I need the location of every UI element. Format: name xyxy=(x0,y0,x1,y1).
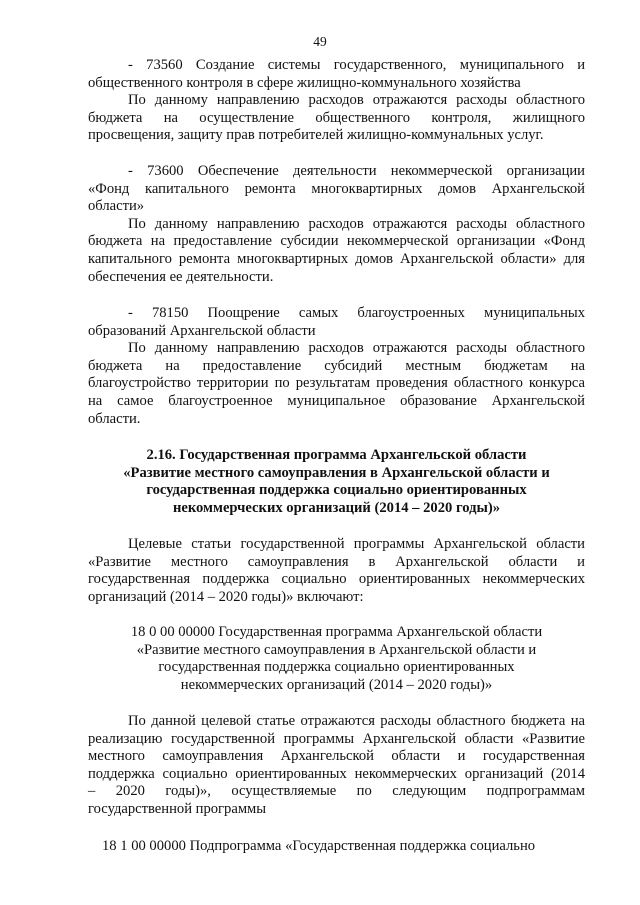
target-article-line: 18 0 00 00000 Государственная программа Архангельской области xyxy=(130,624,543,640)
section-heading-line: «Развитие местного самоуправления в Архангельской области и xyxy=(123,464,550,481)
intro-line: государственная поддержка социально ориентированных некоммерческих xyxy=(88,571,585,588)
page-number: 49 xyxy=(313,34,327,49)
item-heading-line: - 73600 Обеспечение деятельности некоммерческой организации xyxy=(128,163,585,179)
section-heading-line: некоммерческих организаций (2014 – 2020 годы)» xyxy=(172,499,501,516)
section-heading-line: государственная поддержка социально ориентированных xyxy=(146,482,527,499)
item-body-line: По данному направлению расходов отражаются расходы областного xyxy=(128,92,585,109)
item-heading-line: общественного контроля в сфере жилищно-коммунального хозяйства xyxy=(88,74,521,91)
expense-item-78150 xyxy=(88,305,585,428)
item-heading-line: образований Архангельской области xyxy=(88,322,316,339)
article-desc-line: – 2020 годы)», осуществляемые по следующим подпрограммам xyxy=(88,783,585,800)
item-body-line: просвещения, защиту прав потребителей жилищно-коммунальных услуг. xyxy=(88,127,544,144)
expense-item-73560 xyxy=(88,57,585,145)
article-desc-line: реализацию государственной программы Архангельской области «Развитие xyxy=(88,730,585,747)
item-body-line: капитального ремонта многоквартирных домов Архангельской области» для xyxy=(88,250,585,267)
item-body-line: бюджета на осуществление общественного контроля, жилищного xyxy=(88,109,585,126)
item-heading-line: области» xyxy=(88,198,145,215)
item-body-line: бюджета на предоставление субсидий местным бюджетам на xyxy=(88,357,585,374)
section-heading xyxy=(88,447,585,517)
intro-paragraph xyxy=(88,536,585,606)
expense-item-73600 xyxy=(88,163,585,286)
subprogram-18-1 xyxy=(88,838,585,856)
target-article-line: государственная поддержка социально ориентированных xyxy=(158,659,515,676)
article-desc-line: государственной программы xyxy=(88,800,267,817)
item-body-line: По данному направлению расходов отражаются расходы областного xyxy=(128,215,585,232)
item-heading-line: - 73560 Создание системы государственного, муниципального и xyxy=(128,57,585,73)
article-desc-line: По данной целевой статье отражаются расходы областного бюджета на xyxy=(128,713,585,729)
item-body-line: на самое благоустроенное муниципальное образование Архангельской xyxy=(88,392,585,409)
item-body-line: обеспечения ее деятельности. xyxy=(88,268,274,285)
article-desc-line: поддержка социально ориентированных некоммерческих организаций (2014 xyxy=(88,765,585,782)
item-body-line: бюджета на предоставление субсидии некоммерческой организации «Фонд xyxy=(88,233,585,250)
section-heading-line: 2.16. Государственная программа Архангельской области xyxy=(146,447,527,463)
target-article-18-0 xyxy=(88,624,585,694)
item-heading-line: - 78150 Поощрение самых благоустроенных муниципальных xyxy=(128,305,585,321)
article-desc-line: местного самоуправления Архангельской области и государственная xyxy=(88,748,585,765)
intro-line: Целевые статьи государственной программы Архангельской области xyxy=(128,536,585,552)
item-body-line: По данному направлению расходов отражаются расходы областного xyxy=(128,340,585,357)
item-body-line: благоустройство территории по результатам проведения областного конкурса xyxy=(88,375,585,392)
article-description xyxy=(88,713,585,819)
item-body-line: области. xyxy=(88,410,141,427)
item-heading-line: «Фонд капитального ремонта многоквартирных домов Архангельской xyxy=(88,180,585,197)
intro-line: организаций (2014 – 2020 годы)» включают: xyxy=(88,588,364,605)
intro-line: «Развитие местного самоуправления в Архангельской области и xyxy=(88,553,585,570)
subprogram-line: 18 1 00 00000 Подпрограмма «Государственная поддержка социально xyxy=(102,838,536,854)
target-article-line: некоммерческих организаций (2014 – 2020 годы)» xyxy=(180,676,493,693)
target-article-line: «Развитие местного самоуправления в Архангельской области и xyxy=(136,641,537,658)
